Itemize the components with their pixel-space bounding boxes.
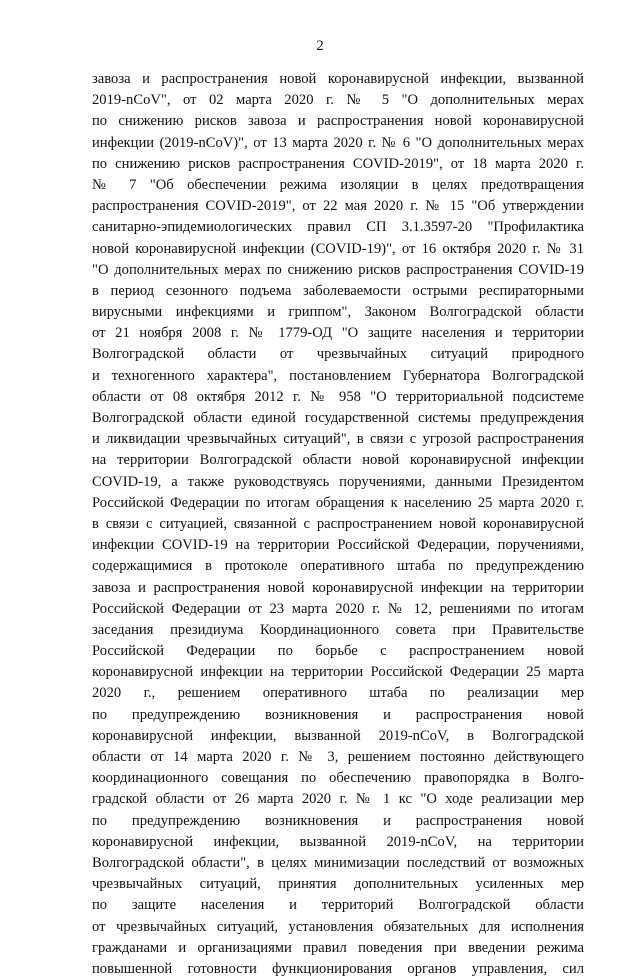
text-line: 2019-nCoV", от 02 марта 2020 г. № 5 "О дополнительных мерах — [92, 92, 584, 109]
text-line: по защите населения и территорий Волгоградской области — [92, 897, 584, 914]
text-line: и техногенного характера", постановлением Губернатора Волгоградской — [92, 367, 584, 384]
text-line: в связи с ситуацией, связанной с распространением новой коронавирусной — [92, 515, 584, 532]
page-number: 2 — [316, 38, 324, 54]
text-line: инфекции COVID-19 на территории Российской Федерации, поручениями, — [92, 537, 584, 554]
text-line: коронавирусной инфекции на территории Российской Федерации 25 марта — [92, 664, 584, 681]
text-line: вирусными инфекциями и гриппом", Законом Волгоградской области — [92, 304, 584, 321]
text-line: № 7 "Об обеспечении режима изоляции в целях предотвращения — [92, 176, 584, 193]
text-line: по предупреждению возникновения и распространения новой — [92, 812, 584, 829]
document-body — [92, 69, 584, 980]
text-line: "О дополнительных мерах по снижению рисков распространения COVID-19 — [92, 261, 584, 278]
text-line: коронавирусной инфекции, вызванной 2019-nCoV, на территории — [92, 833, 584, 850]
text-line: новой коронавирусной инфекции (COVID-19)", от 16 октября 2020 г. № 31 — [92, 240, 584, 257]
text-line: Российской Федерации по итогам обращения к населению 25 марта 2020 г. — [92, 494, 584, 511]
text-line: в период сезонного подъема заболеваемости острыми респираторными — [92, 282, 584, 299]
text-line: 2020 г., решением оперативного штаба по реализации мер — [92, 685, 584, 702]
text-line: Российской Федерации по борьбе с распространением новой — [92, 643, 584, 660]
text-line: санитарно-эпидемиологических правил СП 3.1.3597-20 "Профилактика — [92, 219, 584, 236]
text-line: COVID-19, а также руководствуясь поручениями, данными Президентом — [92, 473, 584, 490]
text-line: на территории Волгоградской области новой коронавирусной инфекции — [92, 452, 584, 469]
text-line: Волгоградской области единой государственной системы предупреждения — [92, 410, 584, 426]
text-line: распространения COVID-2019", от 22 мая 2020 г. № 15 "Об утверждении — [92, 198, 584, 215]
text-line: по предупреждению возникновения и распространения новой — [92, 706, 584, 723]
text-line: области от 08 октября 2012 г. № 958 "О территориальной подсистеме — [92, 388, 584, 405]
text-line: Волгоградской области от чрезвычайных ситуаций природного — [92, 346, 584, 363]
text-line: завоза и распространения новой коронавирусной инфекции, вызванной — [92, 71, 584, 87]
text-line: повышенной готовности функционирования органов управления, сил — [92, 960, 584, 977]
text-line: инфекции (2019-nCoV)", от 13 марта 2020 г. № 6 "О дополнительных мерах — [92, 134, 584, 151]
text-line: области от 14 марта 2020 г. № 3, решением постоянно действующего — [92, 749, 584, 765]
text-line: и ликвидации чрезвычайных ситуаций", в связи с угрозой распространения — [92, 431, 584, 448]
text-line: по снижению рисков распространения COVID-2019", от 18 марта 2020 г. — [92, 155, 584, 172]
text-line: от 21 ноября 2008 г. № 1779-ОД "О защите населения и территории — [92, 325, 584, 342]
text-line: от чрезвычайных ситуаций, установления обязательных для исполнения — [92, 918, 584, 935]
text-line: содержащимися в протоколе оперативного штаба по предупреждению — [92, 558, 584, 575]
text-line: чрезвычайных ситуаций, принятия дополнительных усиленных мер — [92, 876, 584, 893]
text-line: коронавирусной инфекции, вызванной 2019-nCoV, в Волгоградской — [92, 727, 584, 744]
text-line: завоза и распространения новой коронавирусной инфекции на территории — [92, 579, 584, 596]
text-line: заседания президиума Координационного совета при Правительстве — [92, 621, 584, 638]
text-line: градской области от 26 марта 2020 г. № 1 кс "О ходе реализации мер — [92, 791, 584, 808]
text-line: Волгоградской области", в целях минимизации последствий от возможных — [92, 854, 584, 871]
text-line: гражданами и организациями правил поведения при введении режима — [92, 939, 584, 956]
text-line: координационного совещания по обеспечению правопорядка в Волго- — [92, 770, 584, 787]
text-line: по снижению рисков завоза и распространения новой коронавирусной — [92, 113, 584, 130]
text-line: Российской Федерации от 23 марта 2020 г. № 12, решениями по итогам — [92, 600, 584, 617]
